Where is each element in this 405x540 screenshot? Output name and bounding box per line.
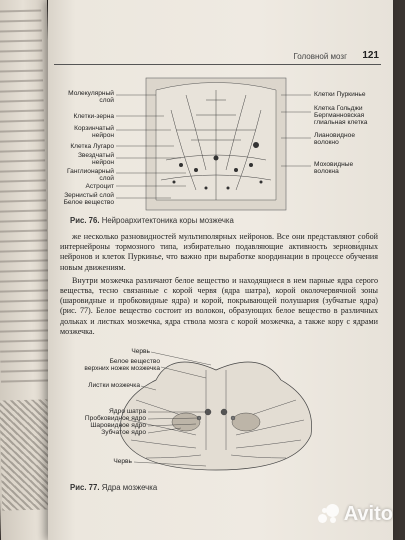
label-stellate-neuron: Звездчатый нейрон (77, 152, 114, 166)
figure-cerebellar-nuclei (56, 340, 378, 495)
label-molecular-layer: Молекулярный слой (68, 90, 114, 104)
body-text (60, 232, 378, 337)
label-granule-cells: Клетки-зерна (73, 113, 114, 120)
label-purkinje-cells: Клетки Пуркинье (314, 91, 366, 98)
figure2-caption-label: Рис. 77. (70, 483, 100, 492)
label-astrocyte: Астроцит (85, 183, 114, 190)
label-emboliform-nucleus: Пробковидное ядро (84, 415, 146, 422)
paragraph-1: же несколько разновидностей мультиполярных нейронов. Все они представляют собой интернейроны тормозного типа, избирательно подавляющие активность зернови́дных нейронов и клеток Пуркинье, что важно при выработке координации в процессе обучения новым движениям. (60, 232, 378, 272)
page-header (54, 50, 381, 65)
label-lugaro-cell: Клетка Лугаро (70, 143, 114, 150)
avito-watermark (318, 503, 393, 526)
paragraph-2: Внутри мозжечка различают белое вещество и находящиеся в нем парные ядра серого вещества, тесно связанные с корой червя (ядра шатра), корой околочервячной зоны (шаровидные и пробковидные ядра) и корой, покрывающей полушария (зубчатые ядра) (рис. 77). Белое вещество состоит из волокон, образующих белое вещество в различных дольках и листках мозжечка, ядра ствола мозга с корой мозжечка, а также кору с ядрами мозжечка. (60, 275, 378, 336)
figure1-caption-label: Рис. 76. (70, 216, 100, 225)
label-fastigial-nucleus: Ядро шатра (109, 408, 146, 415)
label-basket-neuron: Корзинчатый нейрон (74, 125, 114, 139)
avito-watermark-text: Avito (343, 503, 393, 525)
label-globose-nucleus: Шаровидное ядро (90, 422, 146, 429)
label-ganglionic-layer: Ганглионарный слой (66, 168, 114, 182)
figure-cerebellar-cortex (56, 70, 378, 230)
book-page (48, 0, 393, 540)
label-cerebellar-folia: Листки мозжечка (88, 382, 140, 389)
figure1-caption-text: Нейроархитектоника коры мозжечка (101, 216, 234, 225)
figure2-caption-text: Ядра мозжечка (101, 483, 158, 492)
chapter-title: Головной мозг (293, 52, 347, 61)
label-climbing-fiber: Лиановидное волокно (314, 132, 355, 146)
left-page-illustration (0, 399, 50, 510)
figure2-caption (70, 483, 157, 492)
left-page-text-lines (0, 9, 51, 390)
label-vermis-bottom: Червь (113, 458, 132, 465)
figure1-caption (70, 216, 234, 225)
label-granular-layer: Зернистый слой Белое вещество (63, 192, 114, 206)
label-mossy-fibers: Моховидные волокна (314, 161, 354, 175)
page-number: 121 (362, 50, 379, 61)
label-dentate-nucleus: Зубчатое ядро (101, 429, 146, 436)
label-golgi-cell: Клетка Гольджи Бергманновская глиальная клетка (314, 105, 368, 126)
label-vermis-top: Червь (131, 348, 150, 355)
label-white-matter-peduncles: Белое вещество верхних ножек мозжечка (84, 358, 160, 372)
avito-logo-icon (318, 504, 340, 526)
